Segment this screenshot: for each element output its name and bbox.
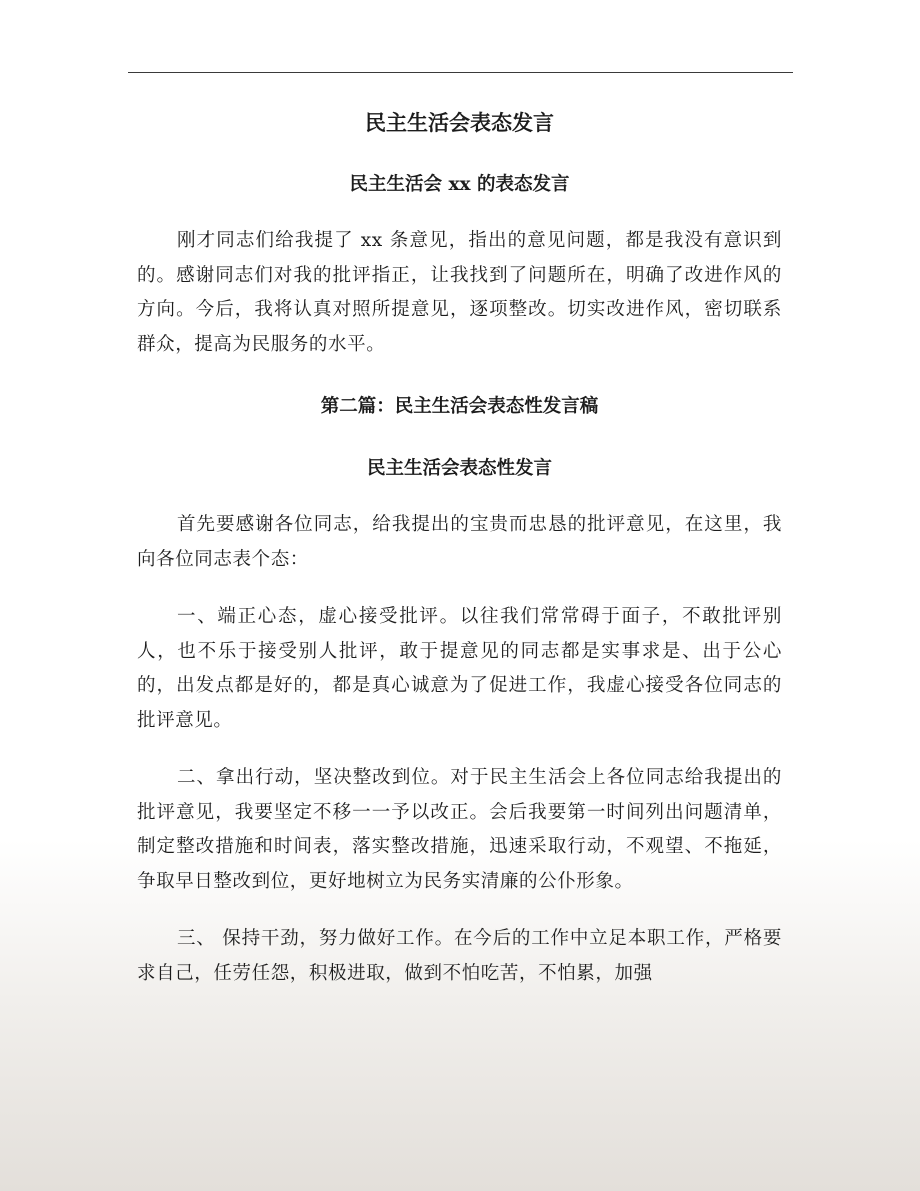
paragraph: 一、端正心态，虚心接受批评。以往我们常常碍于面子，不敢批评别人，也不乐于接受别人批评，敢于提意见的同志都是实事求是、出于公心的，出发点都是好的，都是真心诚意为了促进工作，我虚心接受各位同志的批评意见。	[137, 606, 782, 731]
paragraph: 刚才同志们给我提了 xx 条意见，指出的意见问题，都是我没有意识到的。感谢同志们对我的批评指正，让我找到了问题所在，明确了改进作风的方向。今后，我将认真对照所提意见，逐项整改。切实改进作风，密切联系群众，提高为民服务的水平。	[137, 230, 782, 355]
document-body	[137, 108, 782, 1014]
section-heading: 第二篇：民主生活会表态性发言稿	[320, 396, 599, 417]
section-heading: 民主生活会 xx 的表态发言	[349, 174, 570, 195]
paragraph: 三、 保持干劲，努力做好工作。在今后的工作中立足本职工作，严格要求自己，任劳任怨，积极进取，做到不怕吃苦，不怕累，加强	[137, 928, 782, 984]
paragraph: 二、拿出行动，坚决整改到位。对于民主生活会上各位同志给我提出的批评意见，我要坚定不移一一予以改正。会后我要第一时间列出问题清单，制定整改措施和时间表，落实整改措施，迅速采取行动，不观望、不拖延，争取早日整改到位，更好地树立为民务实清廉的公仆形象。	[137, 767, 782, 892]
header-rule	[128, 72, 793, 73]
paragraph: 首先要感谢各位同志，给我提出的宝贵而忠恳的批评意见，在这里，我向各位同志表个态：	[137, 514, 782, 570]
document-title: 民主生活会表态发言	[365, 110, 554, 135]
section-subheading: 民主生活会表态性发言	[366, 458, 552, 479]
